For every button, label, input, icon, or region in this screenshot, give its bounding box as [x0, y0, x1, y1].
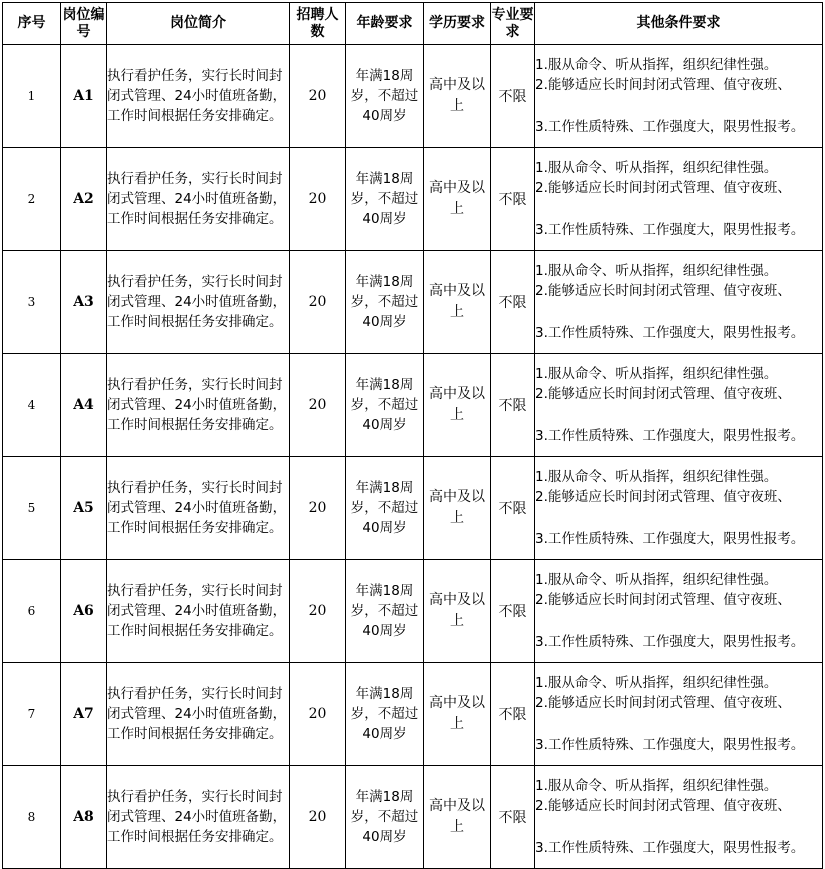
cell-other [535, 766, 823, 869]
header-other: 其他条件要求 [535, 3, 823, 45]
cell-desc: 执行看护任务，实行长时间封闭式管理、24小时值班备勤，工作时间根据任务安排确定。 [107, 663, 290, 766]
req-line-2: 2.能够适应长时间封闭式管理、值守夜班、 [535, 180, 791, 197]
cell-seq: 4 [3, 354, 61, 457]
req-line-2: 2.能够适应长时间封闭式管理、值守夜班、 [535, 798, 791, 815]
req-line-1: 1.服从命令、听从指挥，组织纪律性强。 [535, 777, 778, 794]
cell-major: 不限 [491, 148, 535, 251]
req-line-1: 1.服从命令、听从指挥，组织纪律性强。 [535, 571, 778, 588]
req-gap [535, 96, 822, 117]
req-line-2: 2.能够适应长时间封闭式管理、值守夜班、 [535, 283, 791, 300]
req-line-3: 3.工作性质特殊、工作强度大，限男性报考。 [535, 427, 805, 444]
cell-count: 20 [290, 663, 346, 766]
cell-seq: 7 [3, 663, 61, 766]
cell-desc: 执行看护任务，实行长时间封闭式管理、24小时值班备勤，工作时间根据任务安排确定。 [107, 457, 290, 560]
header-major: 专业要求 [491, 3, 535, 45]
cell-seq: 5 [3, 457, 61, 560]
cell-code: A2 [61, 148, 107, 251]
req-line-1: 1.服从命令、听从指挥，组织纪律性强。 [535, 674, 778, 691]
cell-age: 年满18周岁，不超过40周岁 [346, 354, 424, 457]
cell-edu: 高中及以上 [424, 766, 491, 869]
req-gap [535, 302, 822, 323]
table-row [3, 560, 823, 663]
table-row [3, 663, 823, 766]
header-seq: 序号 [3, 3, 61, 45]
cell-desc: 执行看护任务，实行长时间封闭式管理、24小时值班备勤，工作时间根据任务安排确定。 [107, 45, 290, 148]
req-gap [535, 508, 822, 529]
cell-code: A8 [61, 766, 107, 869]
req-line-3: 3.工作性质特殊、工作强度大，限男性报考。 [535, 633, 805, 650]
req-line-3: 3.工作性质特殊、工作强度大，限男性报考。 [535, 530, 805, 547]
cell-code: A3 [61, 251, 107, 354]
req-line-2: 2.能够适应长时间封闭式管理、值守夜班、 [535, 592, 791, 609]
cell-other [535, 148, 823, 251]
table-row [3, 766, 823, 869]
cell-age: 年满18周岁，不超过40周岁 [346, 560, 424, 663]
cell-seq: 6 [3, 560, 61, 663]
header-edu: 学历要求 [424, 3, 491, 45]
req-gap [535, 714, 822, 735]
cell-other [535, 457, 823, 560]
cell-desc: 执行看护任务，实行长时间封闭式管理、24小时值班备勤，工作时间根据任务安排确定。 [107, 766, 290, 869]
cell-other [535, 354, 823, 457]
table-row [3, 354, 823, 457]
cell-count: 20 [290, 251, 346, 354]
cell-seq: 8 [3, 766, 61, 869]
cell-count: 20 [290, 766, 346, 869]
cell-edu: 高中及以上 [424, 354, 491, 457]
header-desc: 岗位简介 [107, 3, 290, 45]
cell-edu: 高中及以上 [424, 45, 491, 148]
req-line-1: 1.服从命令、听从指挥，组织纪律性强。 [535, 56, 778, 73]
cell-count: 20 [290, 354, 346, 457]
req-line-3: 3.工作性质特殊、工作强度大，限男性报考。 [535, 736, 805, 753]
req-gap [535, 405, 822, 426]
req-line-1: 1.服从命令、听从指挥，组织纪律性强。 [535, 262, 778, 279]
req-line-3: 3.工作性质特殊、工作强度大，限男性报考。 [535, 221, 805, 238]
req-gap [535, 611, 822, 632]
cell-count: 20 [290, 560, 346, 663]
table-row [3, 251, 823, 354]
cell-age: 年满18周岁，不超过40周岁 [346, 251, 424, 354]
cell-major: 不限 [491, 251, 535, 354]
req-gap [535, 199, 822, 220]
cell-major: 不限 [491, 560, 535, 663]
header-age: 年龄要求 [346, 3, 424, 45]
cell-desc: 执行看护任务，实行长时间封闭式管理、24小时值班备勤，工作时间根据任务安排确定。 [107, 251, 290, 354]
cell-other [535, 251, 823, 354]
cell-other [535, 663, 823, 766]
req-line-1: 1.服从命令、听从指挥，组织纪律性强。 [535, 468, 778, 485]
cell-major: 不限 [491, 45, 535, 148]
cell-code: A1 [61, 45, 107, 148]
req-line-3: 3.工作性质特殊、工作强度大，限男性报考。 [535, 839, 805, 856]
table-row [3, 45, 823, 148]
cell-edu: 高中及以上 [424, 457, 491, 560]
cell-seq: 2 [3, 148, 61, 251]
cell-desc: 执行看护任务，实行长时间封闭式管理、24小时值班备勤，工作时间根据任务安排确定。 [107, 354, 290, 457]
req-line-2: 2.能够适应长时间封闭式管理、值守夜班、 [535, 695, 791, 712]
cell-count: 20 [290, 457, 346, 560]
cell-count: 20 [290, 45, 346, 148]
cell-major: 不限 [491, 354, 535, 457]
req-line-3: 3.工作性质特殊、工作强度大，限男性报考。 [535, 118, 805, 135]
recruitment-table [2, 2, 823, 869]
header-count: 招聘人数 [290, 3, 346, 45]
req-line-2: 2.能够适应长时间封闭式管理、值守夜班、 [535, 386, 791, 403]
req-line-1: 1.服从命令、听从指挥，组织纪律性强。 [535, 159, 778, 176]
cell-other [535, 560, 823, 663]
req-gap [535, 817, 822, 838]
cell-code: A6 [61, 560, 107, 663]
req-line-2: 2.能够适应长时间封闭式管理、值守夜班、 [535, 489, 791, 506]
cell-age: 年满18周岁，不超过40周岁 [346, 663, 424, 766]
cell-seq: 1 [3, 45, 61, 148]
cell-edu: 高中及以上 [424, 663, 491, 766]
cell-code: A4 [61, 354, 107, 457]
cell-edu: 高中及以上 [424, 148, 491, 251]
cell-major: 不限 [491, 766, 535, 869]
req-line-3: 3.工作性质特殊、工作强度大，限男性报考。 [535, 324, 805, 341]
req-line-2: 2.能够适应长时间封闭式管理、值守夜班、 [535, 77, 791, 94]
table-row [3, 457, 823, 560]
cell-other [535, 45, 823, 148]
cell-edu: 高中及以上 [424, 251, 491, 354]
cell-major: 不限 [491, 663, 535, 766]
cell-edu: 高中及以上 [424, 560, 491, 663]
header-code: 岗位编号 [61, 3, 107, 45]
cell-age: 年满18周岁，不超过40周岁 [346, 766, 424, 869]
req-line-1: 1.服从命令、听从指挥，组织纪律性强。 [535, 365, 778, 382]
cell-major: 不限 [491, 457, 535, 560]
cell-seq: 3 [3, 251, 61, 354]
cell-desc: 执行看护任务，实行长时间封闭式管理、24小时值班备勤，工作时间根据任务安排确定。 [107, 560, 290, 663]
cell-code: A5 [61, 457, 107, 560]
header-row [3, 3, 823, 45]
cell-count: 20 [290, 148, 346, 251]
cell-age: 年满18周岁，不超过40周岁 [346, 45, 424, 148]
cell-code: A7 [61, 663, 107, 766]
table-row [3, 148, 823, 251]
cell-age: 年满18周岁，不超过40周岁 [346, 457, 424, 560]
cell-age: 年满18周岁，不超过40周岁 [346, 148, 424, 251]
cell-desc: 执行看护任务，实行长时间封闭式管理、24小时值班备勤，工作时间根据任务安排确定。 [107, 148, 290, 251]
